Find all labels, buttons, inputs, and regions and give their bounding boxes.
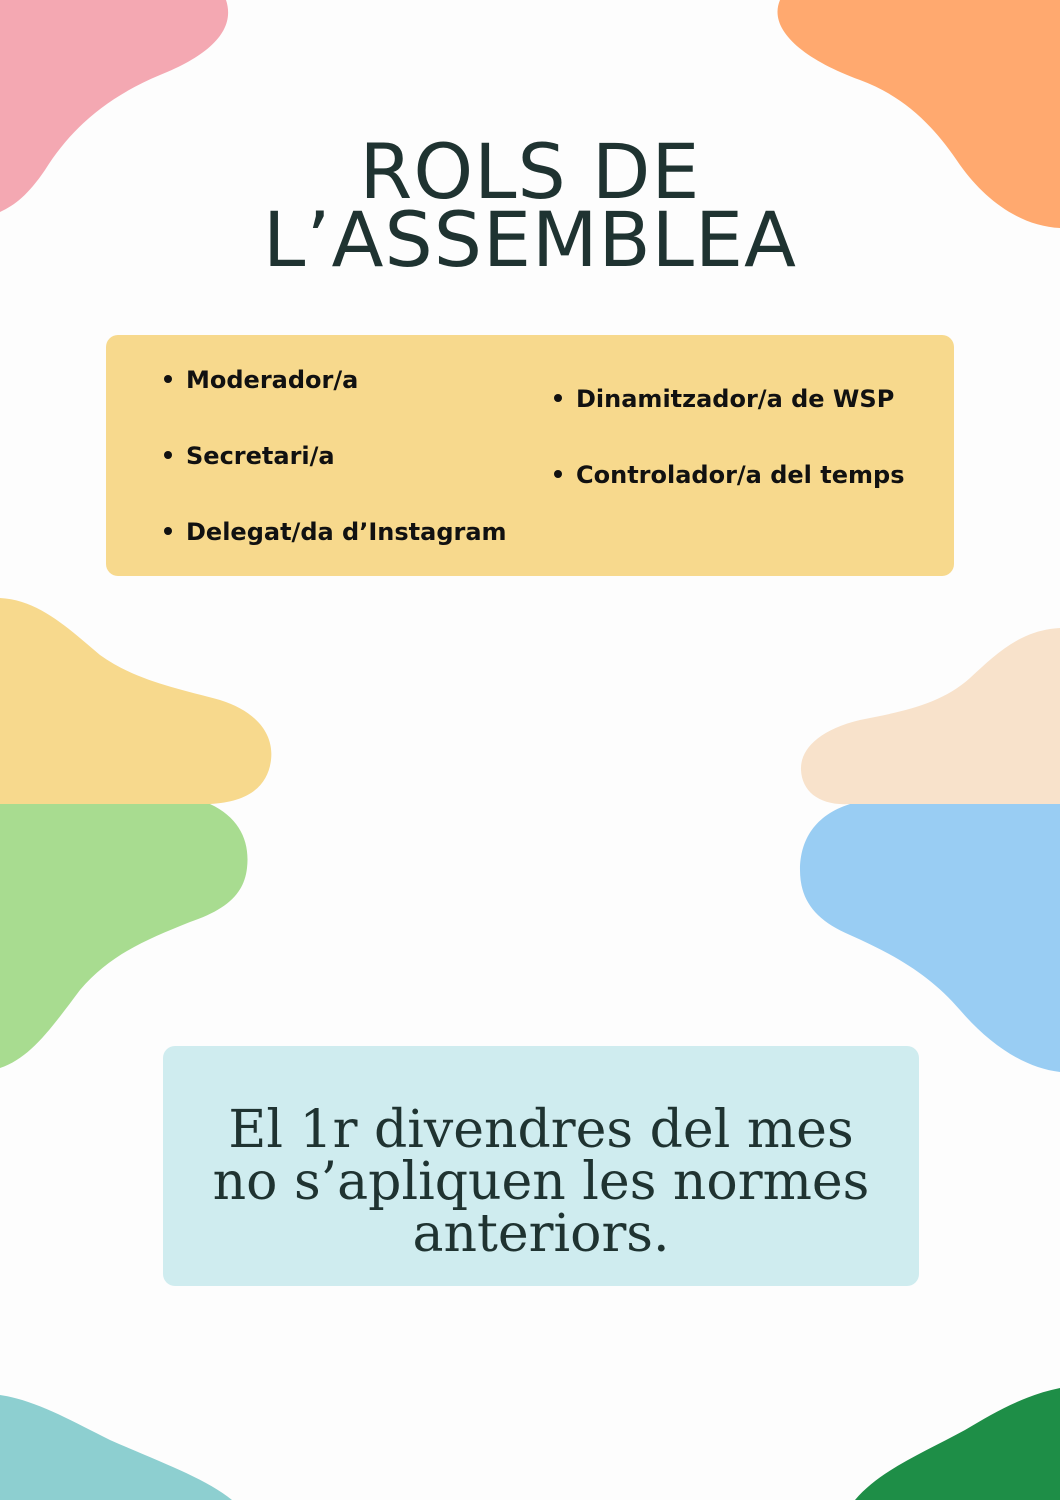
note-line-3: anteriors. — [412, 1204, 670, 1264]
darkgreen-blob — [855, 1388, 1060, 1500]
role-label: Delegat/da d’Instagram — [186, 518, 507, 546]
note-line-2: no s’apliquen les normes — [212, 1152, 870, 1212]
title-line-1: ROLS DE — [359, 127, 701, 216]
role-label: Controlador/a del temps — [576, 461, 905, 489]
title-line-2: L’ASSEMBLEA — [262, 195, 798, 284]
bullet-icon — [554, 470, 562, 478]
page-title — [0, 127, 1060, 284]
role-item — [164, 517, 507, 547]
role-item — [554, 384, 894, 414]
role-item — [554, 460, 905, 490]
roles-box — [106, 335, 954, 576]
bullet-icon — [164, 451, 172, 459]
note-line-1: El 1r divendres del mes — [228, 1100, 854, 1160]
blue-blob — [800, 804, 1060, 1072]
role-label: Secretari/a — [186, 442, 335, 470]
note-box — [163, 1046, 919, 1286]
bullet-icon — [164, 527, 172, 535]
role-label: Dinamitzador/a de WSP — [576, 385, 895, 413]
note-text — [163, 1100, 919, 1264]
bullet-icon — [164, 375, 172, 383]
role-item — [164, 365, 358, 395]
bullet-icon — [554, 394, 562, 402]
green-blob — [0, 804, 248, 1068]
teal-blob — [0, 1395, 232, 1500]
role-item — [164, 441, 335, 471]
yellow-blob — [0, 598, 271, 804]
role-label: Moderador/a — [186, 366, 359, 394]
peach-blob — [801, 628, 1060, 804]
